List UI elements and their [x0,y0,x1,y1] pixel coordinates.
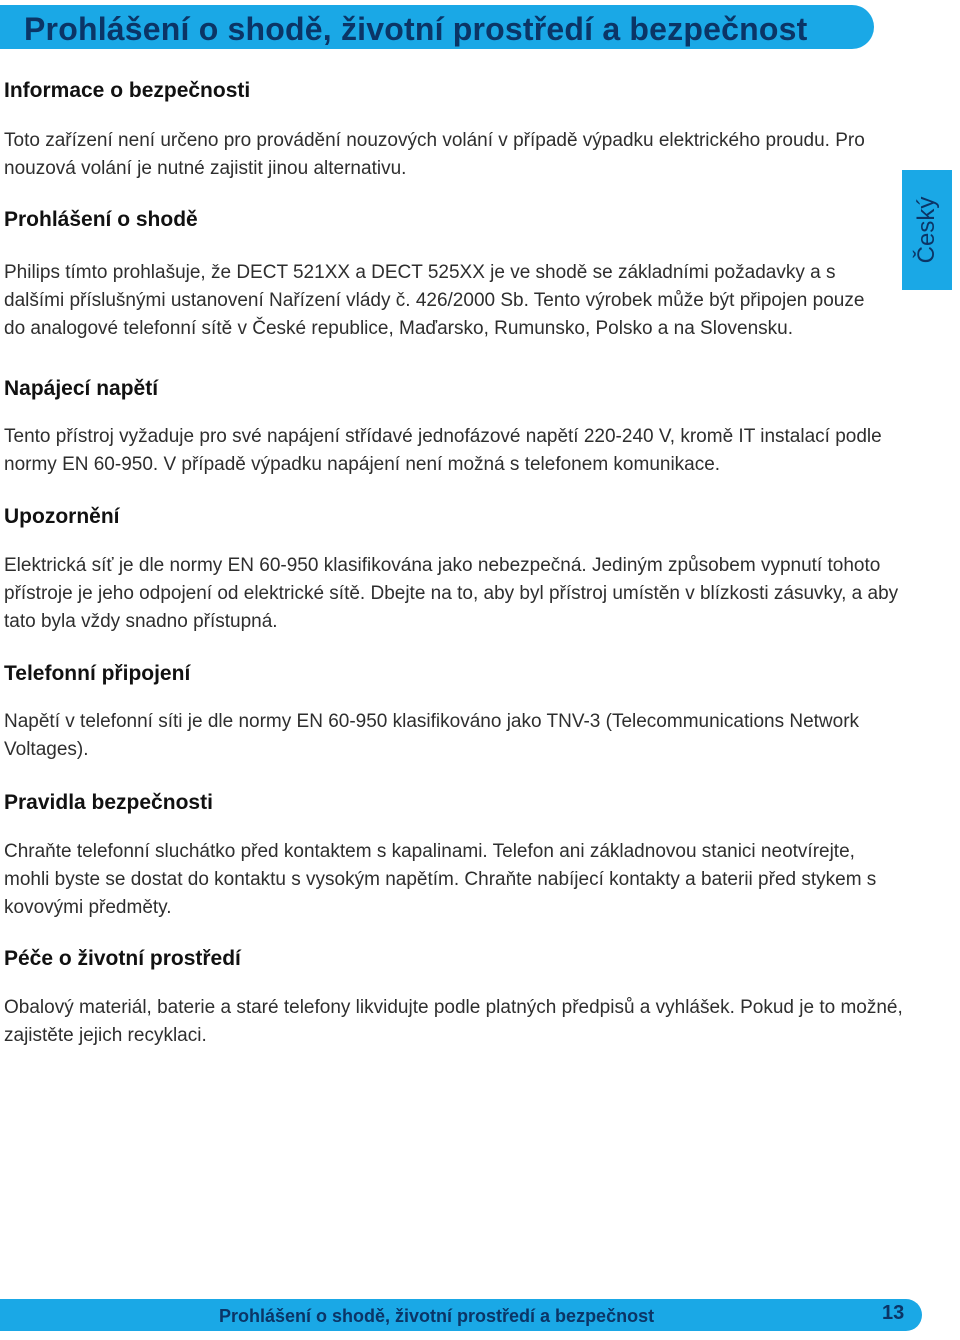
section-heading: Péče o životní prostředí [4,947,241,970]
language-tab-label: Český [913,196,940,264]
footer-banner [0,1299,922,1331]
section-heading: Upozornění [4,505,120,528]
section-paragraph: Philips tímto prohlašuje, že DECT 521XX a DECT 525XX je ve shodě se základními požadavky a s dalšími příslušnými ustanovení Nařízení vlády č. 426/2000 Sb. Tento výrobek může být připojen pouze do analogové telefonní sítě v České republice, Maďarsko, Rumunsko, Polsko a na Slovensku. [4,262,865,339]
section-heading: Pravidla bezpečnosti [4,791,213,814]
page-title-banner [0,5,874,49]
section-paragraph: Elektrická síť je dle normy EN 60-950 klasifikována jako nebezpečná. Jediným způsobem vypnutí tohoto přístroje je jeho odpojení od elektrické sítě. Dbejte na to, aby byl přístroj umístěn v blízkosti zásuvky, a aby tato byla vždy snadno přístupná. [4,555,899,632]
section-heading: Telefonní připojení [4,662,191,685]
section-paragraph: Tento přístroj vyžaduje pro své napájení střídavé jednofázové napětí 220-240 V, kromě IT instalací podle normy EN 60-950. V případě výpadku napájení není možná s telefonem komunikace. [4,426,882,475]
section-paragraph: Obalový materiál, baterie a staré telefony likvidujte podle platných předpisů a vyhlášek. Pokud je to možné, zajistěte jejich recyklaci. [4,997,903,1046]
section-paragraph: Napětí v telefonní síti je dle normy EN 60-950 klasifikováno jako TNV-3 (Telecommunications Network Voltages). [4,711,860,760]
language-tab [902,170,952,290]
section-heading: Informace o bezpečnosti [4,79,251,102]
page-title: Prohlášení o shodě, životní prostředí a bezpečnost [24,11,808,47]
footer-title: Prohlášení o shodě, životní prostředí a bezpečnost [219,1306,655,1326]
section-heading: Napájecí napětí [4,377,159,400]
section-paragraph: Chraňte telefonní sluchátko před kontaktem s kapalinami. Telefon ani základnovou stanici neotvírejte, mohli byste se dostat do kontaktu s vysokým napětím. Chraňte nabíjecí kontakty a baterii před stykem s kovovými předměty. [4,841,877,918]
page-number: 13 [882,1302,905,1324]
section-paragraph: Toto zařízení není určeno pro provádění nouzových volání v případě výpadku elektrického proudu. Pro nouzová volání je nutné zajistit jinou alternativu. [4,130,865,179]
section-heading: Prohlášení o shodě [4,208,198,231]
